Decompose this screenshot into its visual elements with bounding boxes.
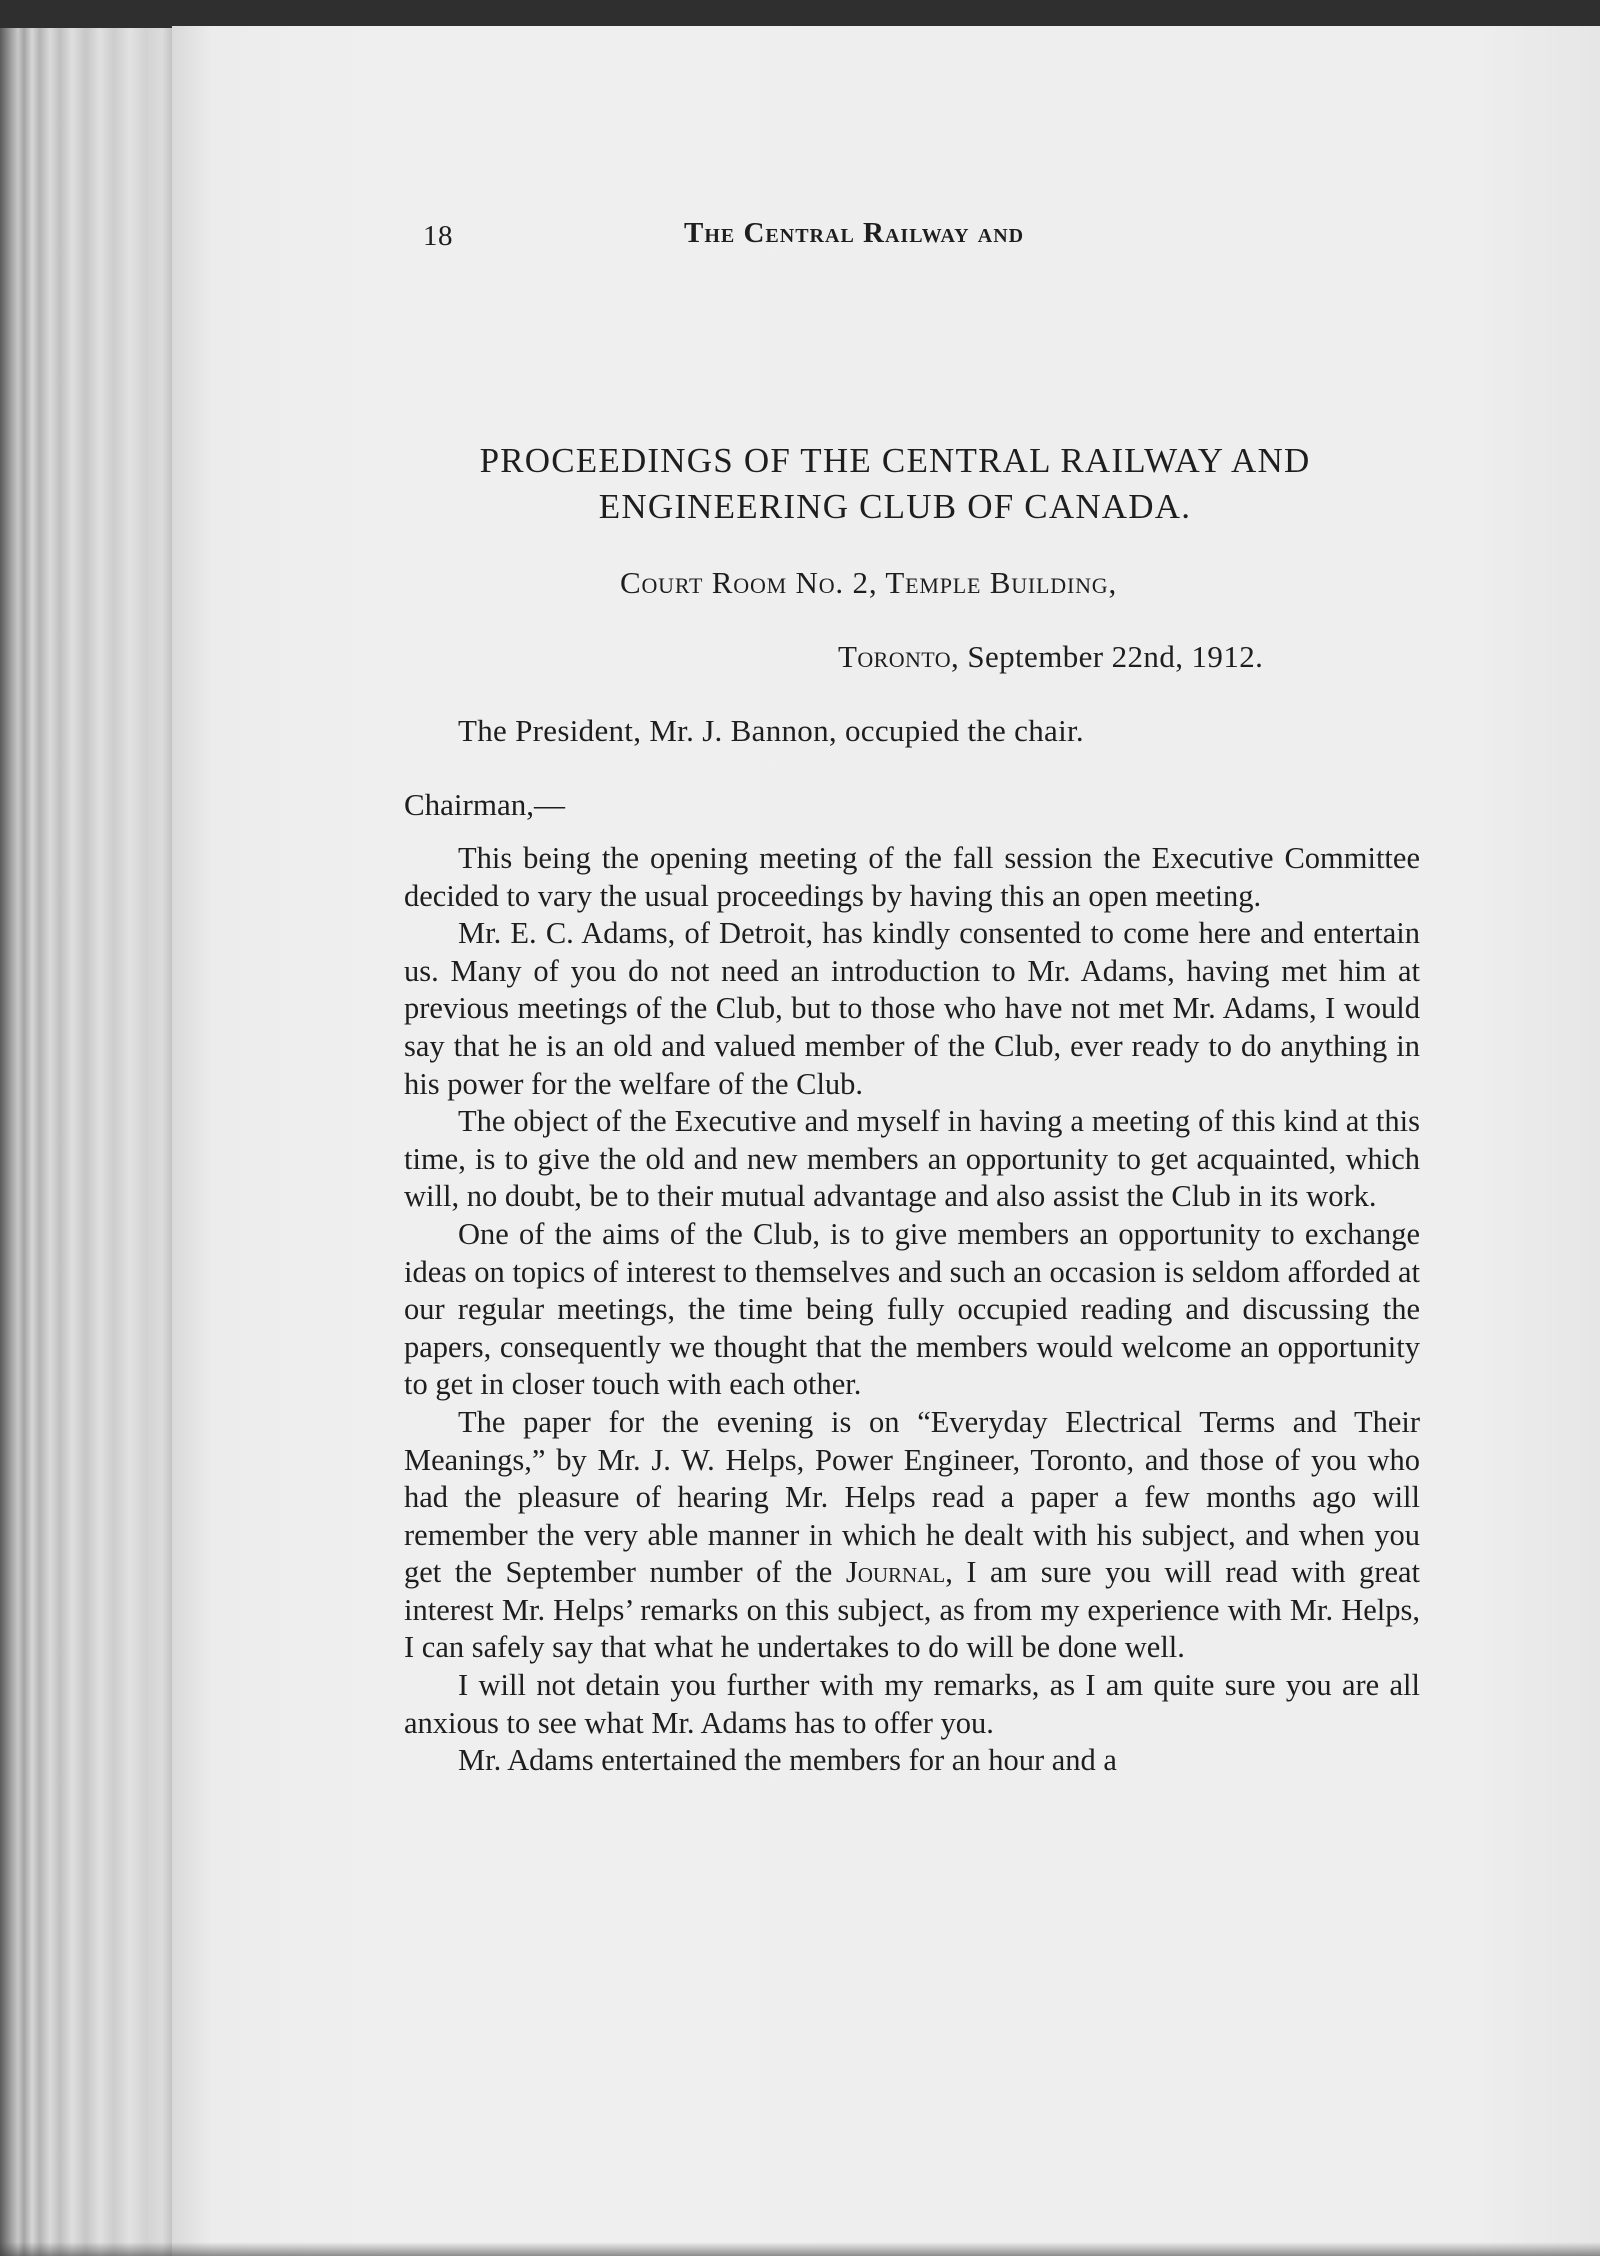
- running-head: The Central Railway and: [684, 217, 1025, 249]
- meeting-city: Toronto: [838, 639, 952, 674]
- paragraph: One of the aims of the Club, is to give members an opportunity to exchange ideas on topics of interest to themselves and such an occasion is seldom afforded at our regular meetings, the time being fully occupied reading and discussing the papers, consequently we thought that the members would welcome an opportunity to get in closer touch with each other.: [404, 1216, 1420, 1402]
- meeting-date-text: , September 22nd, 1912.: [951, 639, 1264, 674]
- page-bottom-shadow: [0, 2242, 1600, 2256]
- article-title-line-1: PROCEEDINGS OF THE CENTRAL RAILWAY AND: [479, 441, 1311, 480]
- presiding-note: The President, Mr. J. Bannon, occupied the chair.: [458, 713, 1084, 748]
- meeting-location: Court Room No. 2, Temple Building,: [620, 565, 1118, 600]
- paragraph: The object of the Executive and myself in having a meeting of this kind at this time, is to give the old and new members an opportunity to get acquainted, which will, no doubt, be to their mutual advantage and also assist the Club in its work.: [404, 1104, 1420, 1214]
- book-page-edges: [0, 28, 175, 2256]
- page-number: 18: [423, 220, 453, 252]
- paragraph: Mr. Adams entertained the members for an hour and a: [458, 1743, 1117, 1778]
- salutation: Chairman,—: [404, 787, 565, 822]
- article-title-line-2: ENGINEERING CLUB OF CANADA.: [598, 487, 1192, 526]
- paragraph-paper-of-evening: [404, 1404, 1420, 1667]
- paragraph-text: , I am sure you will read with great interest Mr. Helps’ remarks on this subject, as from my experience with Mr. Helps, I can safely say that what he undertakes to do will be done well.: [404, 1555, 1420, 1665]
- paragraph: This being the opening meeting of the fall session the Executive Committee decided to vary the usual proceedings by having this an open meeting.: [404, 841, 1420, 913]
- meeting-date: [838, 639, 1263, 675]
- journal-name: Journal: [845, 1555, 946, 1590]
- article-title: [380, 438, 1410, 530]
- paragraph: Mr. E. C. Adams, of Detroit, has kindly consented to come here and entertain us. Many of you do not need an introduction to Mr. Adams, having met him at previous meetings of the Club, but to those who have not met Mr. Adams, I would say that he is an old and valued member of the Club, ever ready to do anything in his power for the welfare of the Club.: [404, 916, 1420, 1101]
- paragraph-text: The paper for the evening is on “Everyday Electrical Terms and Their Meanings,” by Mr. J. W. Helps, Power Engineer, Toronto, and those of you who had the pleasure of hearing Mr. Helps read a paper a few months ago will remember the very able manner in which he dealt with his subject, and when you get the September number of the: [404, 1404, 1420, 1590]
- article-body: [404, 840, 1420, 1780]
- paragraph: I will not detain you further with my remarks, as I am quite sure you are all anxious to see what Mr. Adams has to offer you.: [404, 1668, 1420, 1740]
